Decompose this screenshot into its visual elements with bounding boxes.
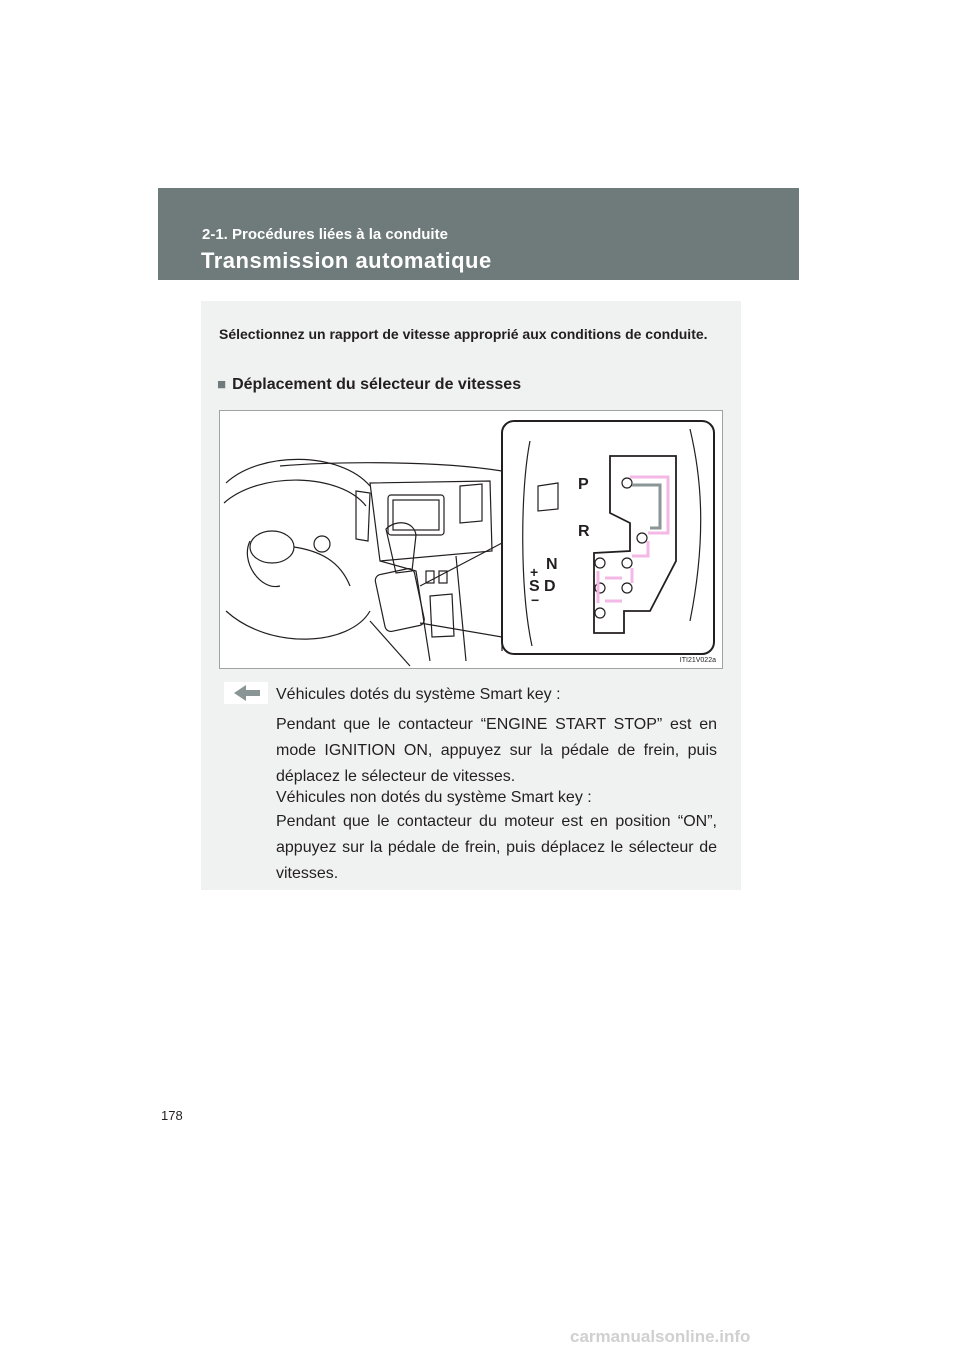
gear-label-p: P — [578, 476, 589, 493]
paragraph-no-smart-key-title: Véhicules non dotés du système Smart key : — [276, 789, 592, 806]
gear-label-r: R — [578, 523, 590, 540]
intro-text: Sélectionnez un rapport de vitesse approprié aux conditions de conduite. — [219, 326, 708, 342]
square-bullet-icon: ■ — [217, 376, 227, 393]
section-title: Déplacement du sélecteur de vitesses — [232, 376, 522, 393]
shifter-illustration — [219, 410, 723, 669]
gear-label-n: N — [546, 556, 558, 573]
content-panel — [201, 301, 741, 890]
paragraph-no-smart-key-body: Pendant que le contacteur du moteur est en position “ON”, appuyez sur la pédale de frein, puis déplacez le sélecteur de vitesses. — [276, 813, 717, 882]
chapter-header — [158, 188, 799, 280]
gear-label-s: S — [529, 578, 540, 595]
gear-label-plus: + — [530, 564, 539, 580]
paragraph-smart-key-body: Pendant que le contacteur “ENGINE START STOP” est en mode IGNITION ON, appuyez sur la pédale de frein, puis déplacez le sélecteur de vitesses. — [276, 716, 717, 785]
left-arrow-icon — [224, 682, 268, 704]
paragraph-smart-key — [276, 682, 717, 790]
chapter-label: 2-1. Procédures liées à la conduite — [202, 226, 448, 243]
gear-label-minus: − — [531, 592, 540, 608]
paragraph-smart-key-title: Véhicules dotés du système Smart key : — [276, 686, 561, 703]
gear-label-d: D — [544, 578, 556, 595]
page-title: Transmission automatique — [201, 248, 492, 273]
section-heading — [217, 376, 521, 394]
page-number: 178 — [161, 1108, 183, 1123]
shifter-drawing — [220, 411, 723, 669]
figure-code: ITI21V022a — [679, 657, 716, 664]
watermark: carmanualsonline.info — [570, 1327, 751, 1346]
